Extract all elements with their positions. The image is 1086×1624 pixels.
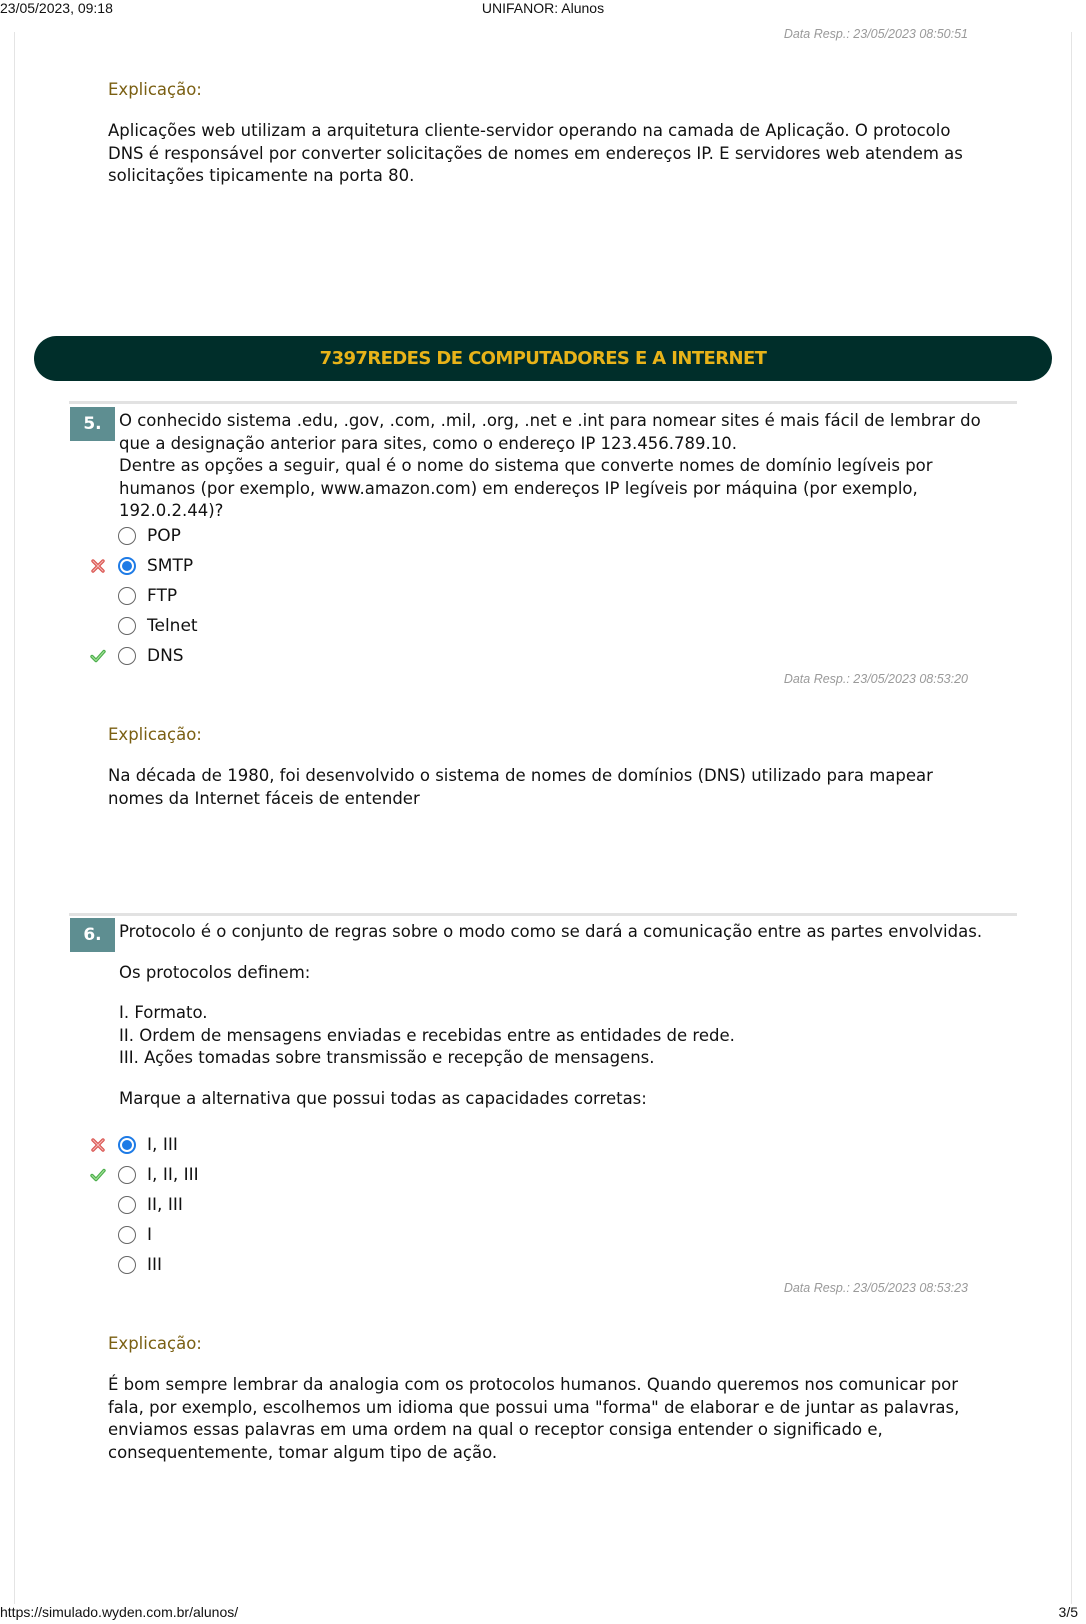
- print-datetime: 23/05/2023, 09:18: [0, 0, 113, 16]
- option-i[interactable]: [90, 1223, 152, 1247]
- radio-unchecked-icon[interactable]: [118, 647, 136, 665]
- option-telnet[interactable]: [90, 614, 198, 638]
- no-mark: [90, 614, 118, 638]
- question-list-item: I. Formato.: [119, 1003, 208, 1022]
- explanation-text: É bom sempre lembrar da analogia com os protocolos humanos. Quando queremos nos comunicar por fala, por exemplo, escolhemos um idioma que possui uma "forma" de elaborar e de juntar as palavras, enviamos essas palavras em uma ordem na qual o receptor consiga entender o significado e, consequentemente, tomar algum tipo de ação.: [108, 1375, 960, 1462]
- no-mark: [90, 524, 118, 548]
- radio-unchecked-icon[interactable]: [118, 1196, 136, 1214]
- option-smtp[interactable]: [90, 554, 193, 578]
- option-label: I, II, III: [147, 1165, 199, 1185]
- question-divider: [69, 401, 1017, 404]
- no-mark: [90, 1193, 118, 1217]
- correct-answer-icon: [90, 644, 118, 668]
- question-prompt: Marque a alternativa que possui todas as capacidades corretas:: [119, 1088, 647, 1108]
- question-divider: [69, 913, 1017, 916]
- print-footer: [0, 1604, 1086, 1622]
- radio-checked-icon[interactable]: [118, 557, 136, 575]
- radio-unchecked-icon[interactable]: [118, 1226, 136, 1244]
- radio-unchecked-icon[interactable]: [118, 587, 136, 605]
- explanation-title: Explicação:: [108, 725, 202, 744]
- correct-answer-icon: [90, 1163, 118, 1187]
- option-label: I, III: [147, 1135, 178, 1155]
- question-number: 5.: [70, 407, 115, 441]
- option-label: POP: [147, 526, 181, 546]
- explanation-text: Na década de 1980, foi desenvolvido o sistema de nomes de domínios (DNS) utilizado para mapear nomes da Internet fáceis de entender: [108, 766, 933, 808]
- section-banner: [34, 336, 1052, 381]
- question-paragraph: Dentre as opções a seguir, qual é o nome do sistema que converte nomes de domínio legíveis por humanos (por exemplo, www.amazon.com) em endereços IP legíveis por máquina (por exemplo, 192.0.2.44)?: [119, 456, 933, 520]
- wrong-answer-icon: [90, 554, 118, 578]
- radio-unchecked-icon[interactable]: [118, 617, 136, 635]
- question-list-item: III. Ações tomadas sobre transmissão e recepção de mensagens.: [119, 1048, 655, 1067]
- radio-unchecked-icon[interactable]: [118, 1166, 136, 1184]
- option-i-ii-iii[interactable]: [90, 1163, 199, 1187]
- explanation-text: Aplicações web utilizam a arquitetura cliente-servidor operando na camada de Aplicação. O protocolo DNS é responsável por converter solicitações de nomes em endereços IP. E servidores web atendem as solicitações tipicamente na porta 80.: [108, 121, 963, 185]
- option-label: DNS: [147, 646, 184, 666]
- no-mark: [90, 584, 118, 608]
- response-date: Data Resp.: 23/05/2023 08:53:23: [783, 1281, 968, 1295]
- option-label: I: [147, 1225, 153, 1245]
- question-paragraph: O conhecido sistema .edu, .gov, .com, .mil, .org, .net e .int para nomear sites é mais fácil de lembrar do que a designação anterior para sites, como o endereço IP 123.456.789.10.: [119, 411, 981, 453]
- explanation-title: Explicação:: [108, 1334, 202, 1353]
- option-label: SMTP: [147, 556, 194, 576]
- print-header: [0, 0, 1086, 18]
- print-url: https://simulado.wyden.com.br/alunos/: [0, 1604, 239, 1620]
- no-mark: [90, 1223, 118, 1247]
- radio-unchecked-icon[interactable]: [118, 1256, 136, 1274]
- response-date: Data Resp.: 23/05/2023 08:53:20: [783, 672, 968, 686]
- no-mark: [90, 1253, 118, 1277]
- question-list-item: II. Ordem de mensagens enviadas e recebidas entre as entidades de rede.: [119, 1025, 735, 1045]
- radio-unchecked-icon[interactable]: [118, 527, 136, 545]
- section-banner-title: 7397REDES DE COMPUTADORES E A INTERNET: [319, 348, 767, 369]
- print-page-number: 3/5: [1058, 1604, 1078, 1620]
- exam-card: [14, 32, 1072, 1604]
- question-paragraph: Protocolo é o conjunto de regras sobre o modo como se dará a comunicação entre as partes envolvidas.: [119, 922, 983, 941]
- question-text: [119, 921, 999, 1110]
- question-paragraph: Os protocolos definem:: [119, 962, 311, 982]
- option-label: Telnet: [147, 616, 198, 636]
- response-date: Data Resp.: 23/05/2023 08:50:51: [783, 27, 968, 41]
- option-ftp[interactable]: [90, 584, 177, 608]
- option-pop[interactable]: [90, 524, 181, 548]
- option-label: FTP: [147, 586, 178, 606]
- option-iii[interactable]: [90, 1253, 162, 1277]
- option-label: III: [147, 1255, 163, 1275]
- option-label: II, III: [147, 1195, 183, 1215]
- question-text: [119, 410, 999, 523]
- explanation-title: Explicação:: [108, 80, 202, 99]
- option-dns[interactable]: [90, 644, 184, 668]
- question-number: 6.: [70, 918, 115, 952]
- option-i-iii[interactable]: [90, 1133, 178, 1157]
- wrong-answer-icon: [90, 1133, 118, 1157]
- print-title: UNIFANOR: Alunos: [481, 0, 605, 16]
- radio-checked-icon[interactable]: [118, 1136, 136, 1154]
- option-ii-iii[interactable]: [90, 1193, 183, 1217]
